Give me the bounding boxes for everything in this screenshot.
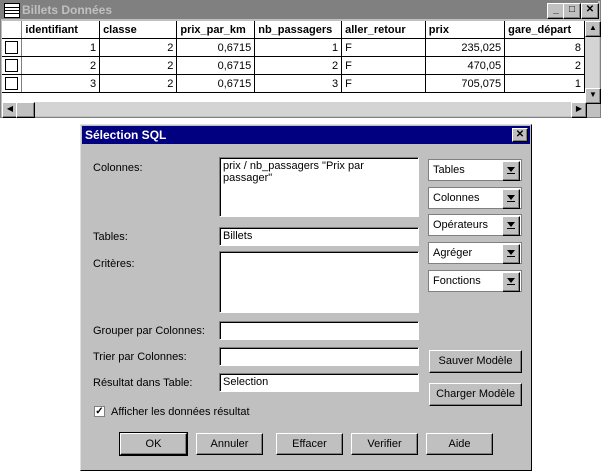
show-results-label: Afficher les données résultat <box>111 406 250 418</box>
maximize-button[interactable]: □ <box>563 3 581 19</box>
scroll-left-icon[interactable]: ◀ <box>2 102 18 118</box>
tables-field[interactable]: Billets <box>219 227 419 246</box>
dropdown-arrow-icon[interactable] <box>502 272 520 292</box>
resultat-field[interactable]: Selection <box>219 373 419 392</box>
table-row[interactable] <box>2 39 585 57</box>
row-selector[interactable] <box>2 39 22 57</box>
table-cell[interactable]: 8 <box>505 39 585 57</box>
table-cell[interactable]: 3 <box>22 75 100 93</box>
colonnes-field[interactable]: prix / nb_passagers "Prix par passager" <box>219 157 419 217</box>
tables-dropdown[interactable] <box>428 159 522 181</box>
colonnes-dropdown[interactable] <box>428 187 522 209</box>
ok-button[interactable]: OK <box>120 433 187 455</box>
save-template-button[interactable]: Sauver Modèle <box>429 350 522 373</box>
dropdown-arrow-icon[interactable] <box>502 189 520 209</box>
table-cell[interactable]: 2 <box>22 57 100 75</box>
dropdown-label: Tables <box>433 164 465 176</box>
table-cell[interactable]: 0,6715 <box>177 57 255 75</box>
load-template-button[interactable]: Charger Modèle <box>429 383 522 406</box>
column-header[interactable]: prix_par_km <box>177 21 255 39</box>
criteres-field[interactable] <box>219 251 419 313</box>
table-icon <box>4 3 20 18</box>
grouper-field[interactable] <box>219 321 419 340</box>
table-cell[interactable]: 2 <box>255 57 342 75</box>
table-cell[interactable]: 705,075 <box>425 75 504 93</box>
show-results-checkbox[interactable]: ✓ <box>95 406 104 417</box>
row-selector-header <box>2 21 22 39</box>
scroll-thumb[interactable] <box>16 102 35 118</box>
colonnes-label: Colonnes: <box>93 162 143 174</box>
column-header[interactable]: aller_retour <box>342 21 426 39</box>
close-button[interactable]: ✕ <box>581 3 599 19</box>
table-cell[interactable]: 1 <box>505 75 585 93</box>
browser-title-bar[interactable] <box>1 1 598 19</box>
help-button[interactable]: Aide <box>426 433 493 455</box>
dropdown-label: Opérateurs <box>433 219 489 231</box>
horizontal-scrollbar[interactable] <box>2 102 585 116</box>
column-header[interactable]: identifiant <box>22 21 100 39</box>
table-cell[interactable]: F <box>342 57 426 75</box>
scroll-up-icon[interactable]: ▲ <box>585 21 601 37</box>
column-header[interactable]: gare_départ <box>505 21 585 39</box>
header-row <box>2 21 585 39</box>
table-cell[interactable]: 1 <box>255 39 342 57</box>
vertical-scrollbar[interactable] <box>585 21 599 102</box>
dropdown-label: Colonnes <box>433 192 480 204</box>
table-cell[interactable]: F <box>342 39 426 57</box>
dropdown-label: Fonctions <box>433 275 481 287</box>
table-row[interactable] <box>2 57 585 75</box>
trier-label: Trier par Colonnes: <box>93 351 187 363</box>
row-checkbox[interactable] <box>5 41 18 54</box>
verify-button[interactable]: Verifier <box>351 433 418 455</box>
table-cell[interactable]: 0,6715 <box>177 75 255 93</box>
row-checkbox[interactable] <box>5 77 18 90</box>
fonctions-dropdown[interactable] <box>428 270 522 292</box>
table-cell[interactable]: F <box>342 75 426 93</box>
resultat-label: Résultat dans Table: <box>93 377 193 389</box>
dialog-title[interactable]: Sélection SQL <box>82 126 530 144</box>
column-header[interactable]: prix <box>425 21 504 39</box>
criteres-label: Critères: <box>93 258 135 270</box>
grouper-label: Grouper par Colonnes: <box>93 325 205 337</box>
row-selector[interactable] <box>2 57 22 75</box>
dropdown-label: Agréger <box>433 247 473 259</box>
column-header[interactable]: classe <box>100 21 177 39</box>
operateurs-dropdown[interactable] <box>428 214 522 236</box>
table-cell[interactable]: 470,05 <box>425 57 504 75</box>
trier-field[interactable] <box>219 347 419 366</box>
table-cell[interactable]: 2 <box>100 75 177 93</box>
tables-label: Tables: <box>93 231 128 243</box>
table-cell[interactable]: 2 <box>505 57 585 75</box>
table-cell[interactable]: 3 <box>255 75 342 93</box>
cancel-button[interactable]: Annuler <box>196 433 263 455</box>
minimize-button[interactable]: _ <box>547 3 565 19</box>
row-checkbox[interactable] <box>5 59 18 72</box>
table-cell[interactable]: 235,025 <box>425 39 504 57</box>
agreger-dropdown[interactable] <box>428 242 522 264</box>
dropdown-arrow-icon[interactable] <box>502 216 520 236</box>
clear-button[interactable]: Effacer <box>276 433 343 455</box>
dropdown-arrow-icon[interactable] <box>502 244 520 264</box>
table-cell[interactable]: 2 <box>100 57 177 75</box>
dialog-close-icon[interactable]: ✕ <box>512 128 528 142</box>
row-selector[interactable] <box>2 75 22 93</box>
scroll-down-icon[interactable]: ▼ <box>585 88 601 104</box>
column-header[interactable]: nb_passagers <box>255 21 342 39</box>
scroll-right-icon[interactable]: ▶ <box>571 102 587 118</box>
data-grid <box>2 21 585 102</box>
table-cell[interactable]: 1 <box>22 39 100 57</box>
table-cell[interactable]: 2 <box>100 39 177 57</box>
dropdown-arrow-icon[interactable] <box>502 161 520 181</box>
table-row[interactable] <box>2 75 585 93</box>
browser-table <box>2 21 585 93</box>
table-cell[interactable]: 0,6715 <box>177 39 255 57</box>
browser-title: Billets Données <box>22 3 113 17</box>
